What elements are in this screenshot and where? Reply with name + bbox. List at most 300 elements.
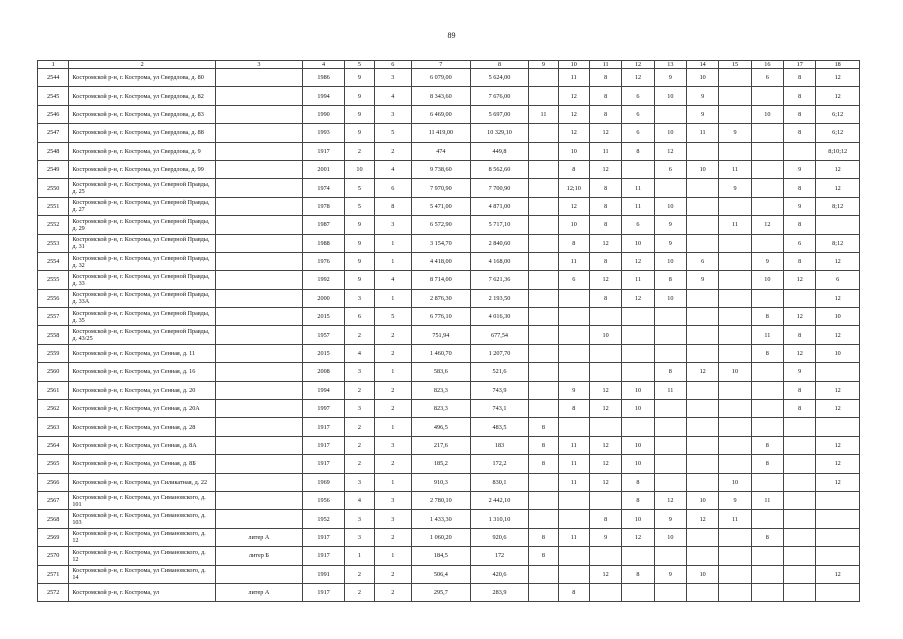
table-cell: Костромской р-н, г. Кострома, ул Сенная, д. 20 [69, 381, 216, 399]
table-cell [215, 473, 302, 491]
table-cell [529, 142, 558, 160]
table-cell: 12 [654, 142, 686, 160]
table-cell [654, 326, 686, 344]
table-cell [215, 271, 302, 289]
table-cell: 12 [686, 510, 718, 528]
table-cell: 4 418,00 [412, 252, 471, 270]
table-cell: 496,5 [412, 418, 471, 436]
table-cell: 10 [654, 87, 686, 105]
table-cell: 8 [784, 381, 816, 399]
table-cell [654, 179, 686, 197]
table-cell: 8 [622, 565, 654, 583]
table-cell: 2555 [38, 271, 69, 289]
table-cell [529, 565, 558, 583]
table-cell [686, 142, 718, 160]
table-cell: 2 780,10 [412, 491, 471, 509]
table-cell: 1978 [302, 197, 344, 215]
table-cell [529, 363, 558, 381]
table-row [38, 418, 860, 436]
table-cell: 2544 [38, 69, 69, 87]
column-header: 16 [751, 61, 783, 69]
table-cell: 8 [589, 289, 621, 307]
table-cell [719, 105, 751, 123]
table-cell: литер А [215, 528, 302, 546]
table-cell: 3 [374, 69, 411, 87]
table-cell: 1 [374, 363, 411, 381]
table-cell: 12 [622, 289, 654, 307]
table-cell [816, 510, 860, 528]
table-cell [558, 363, 589, 381]
table-row [38, 510, 860, 528]
table-cell: 10 [719, 363, 751, 381]
table-cell: 743,9 [470, 381, 529, 399]
column-header: 3 [215, 61, 302, 69]
table-cell: 8 [784, 105, 816, 123]
table-cell [529, 326, 558, 344]
table-cell [654, 418, 686, 436]
table-row [38, 400, 860, 418]
table-cell: 1994 [302, 381, 344, 399]
table-cell: 12 [589, 565, 621, 583]
table-cell [589, 547, 621, 565]
table-cell: 2570 [38, 547, 69, 565]
table-cell: 12 [558, 105, 589, 123]
table-cell: 1994 [302, 87, 344, 105]
table-cell: 2 442,10 [470, 491, 529, 509]
table-cell [215, 491, 302, 509]
table-cell [215, 363, 302, 381]
table-cell: 9 [719, 179, 751, 197]
table-cell [622, 344, 654, 362]
table-cell: 9 [345, 271, 374, 289]
table-cell: 2 [345, 381, 374, 399]
table-cell [686, 197, 718, 215]
table-cell: 2549 [38, 160, 69, 178]
table-cell: 11 [558, 528, 589, 546]
table-cell: 8 [751, 436, 783, 454]
table-cell: Костромской р-н, г. Кострома, ул Сенная, д. 8А [69, 436, 216, 454]
table-cell: 8 [589, 87, 621, 105]
table-cell: 2015 [302, 308, 344, 326]
table-cell: 506,4 [412, 565, 471, 583]
table-cell: 1917 [302, 142, 344, 160]
table-cell: 1917 [302, 418, 344, 436]
table-cell: 6 [784, 234, 816, 252]
table-cell: 6 [816, 271, 860, 289]
table-cell: Костромской р-н, г. Кострома, ул Свердлова, д. 80 [69, 69, 216, 87]
table-cell: 4 [374, 160, 411, 178]
table-cell: 10 [654, 252, 686, 270]
table-cell: 6 [558, 271, 589, 289]
table-cell: 2 [374, 142, 411, 160]
table-cell: 12 [816, 289, 860, 307]
column-header: 10 [558, 61, 589, 69]
table-row [38, 124, 860, 142]
table-cell [529, 271, 558, 289]
table-cell: 8 [529, 528, 558, 546]
table-cell: Костромской р-н, г. Кострома, ул Северной Правды, д. 33 [69, 271, 216, 289]
table-cell: 11 [751, 491, 783, 509]
table-cell: 9 [345, 216, 374, 234]
table-cell: 2 [345, 565, 374, 583]
table-cell [654, 547, 686, 565]
table-cell [719, 547, 751, 565]
table-row [38, 271, 860, 289]
table-cell: Костромской р-н, г. Кострома, ул Свердлова, д. 99 [69, 160, 216, 178]
column-header: 7 [412, 61, 471, 69]
table-cell: 9 [345, 234, 374, 252]
table-cell [654, 308, 686, 326]
table-cell [816, 491, 860, 509]
table-cell [751, 583, 783, 601]
buildings-table [37, 60, 860, 602]
table-cell: 12 [816, 400, 860, 418]
table-cell [751, 87, 783, 105]
table-cell: 11 419,00 [412, 124, 471, 142]
table-cell: 12 [622, 252, 654, 270]
table-cell: 12 [784, 344, 816, 362]
table-cell: 10 [622, 400, 654, 418]
table-cell [215, 197, 302, 215]
table-cell [215, 216, 302, 234]
table-cell: 1987 [302, 216, 344, 234]
table-cell [686, 326, 718, 344]
table-cell: 9 [654, 216, 686, 234]
table-cell: 4 168,00 [470, 252, 529, 270]
table-cell [816, 583, 860, 601]
table-cell [686, 308, 718, 326]
table-cell [654, 344, 686, 362]
table-cell: 9 [345, 69, 374, 87]
table-cell: 8 562,60 [470, 160, 529, 178]
table-cell: 8 343,60 [412, 87, 471, 105]
table-cell: 172,2 [470, 455, 529, 473]
table-cell: 3 [374, 510, 411, 528]
table-cell: Костромской р-н, г. Кострома, ул Свердлова, д. 83 [69, 105, 216, 123]
table-cell: 1969 [302, 473, 344, 491]
table-cell: 10 [622, 436, 654, 454]
table-cell: 9 [345, 87, 374, 105]
table-cell [751, 565, 783, 583]
column-header: 6 [374, 61, 411, 69]
table-cell [622, 308, 654, 326]
table-cell [686, 473, 718, 491]
table-cell [686, 400, 718, 418]
table-row [38, 491, 860, 509]
table-cell [215, 160, 302, 178]
table-cell [215, 252, 302, 270]
table-cell: 10 [622, 381, 654, 399]
table-cell: 12 [784, 308, 816, 326]
table-cell: 6 776,10 [412, 308, 471, 326]
table-cell [529, 344, 558, 362]
table-cell: 10 [816, 344, 860, 362]
table-cell: 6 [654, 160, 686, 178]
table-cell: 6 [622, 105, 654, 123]
table-cell: 8;12 [816, 234, 860, 252]
table-cell [719, 344, 751, 362]
table-cell: 9 [654, 510, 686, 528]
table-cell: 2 876,30 [412, 289, 471, 307]
table-cell: 8 714,00 [412, 271, 471, 289]
table-cell: 2000 [302, 289, 344, 307]
table-cell: 10 [654, 124, 686, 142]
table-row [38, 216, 860, 234]
table-cell: 474 [412, 142, 471, 160]
table-cell: Костромской р-н, г. Кострома, ул Сенная, д. 16 [69, 363, 216, 381]
table-cell [719, 436, 751, 454]
table-row [38, 105, 860, 123]
table-cell: 12 [816, 436, 860, 454]
table-cell: 449,8 [470, 142, 529, 160]
table-cell: 12;10 [558, 179, 589, 197]
table-cell: 8 [784, 216, 816, 234]
table-cell [751, 124, 783, 142]
table-cell: 4 [345, 491, 374, 509]
table-cell: 1992 [302, 271, 344, 289]
table-cell [719, 234, 751, 252]
table-cell: 12 [589, 160, 621, 178]
table-row [38, 197, 860, 215]
table-cell [215, 124, 302, 142]
table-cell: 11 [751, 326, 783, 344]
table-cell [622, 418, 654, 436]
table-cell: 2 [345, 418, 374, 436]
table-cell: 2565 [38, 455, 69, 473]
table-cell: 3 [345, 289, 374, 307]
table-cell: 1993 [302, 124, 344, 142]
table-cell: 8 [529, 547, 558, 565]
table-cell [215, 510, 302, 528]
table-cell: 2008 [302, 363, 344, 381]
table-cell: 1986 [302, 69, 344, 87]
table-cell [686, 583, 718, 601]
table-cell: 5 697,00 [470, 105, 529, 123]
table-cell: 12 [558, 197, 589, 215]
table-cell: 11 [529, 105, 558, 123]
table-cell: 2551 [38, 197, 69, 215]
column-header: 1 [38, 61, 69, 69]
table-cell: 1917 [302, 528, 344, 546]
table-cell [816, 216, 860, 234]
table-cell [751, 547, 783, 565]
table-cell: 2569 [38, 528, 69, 546]
table-cell [719, 271, 751, 289]
table-cell [215, 87, 302, 105]
table-cell [784, 528, 816, 546]
table-cell [529, 400, 558, 418]
table-cell: 9 [719, 124, 751, 142]
table-cell: 5 [374, 308, 411, 326]
table-cell: литер А [215, 583, 302, 601]
table-cell [529, 381, 558, 399]
table-cell: 12 [816, 160, 860, 178]
table-row [38, 473, 860, 491]
table-cell [529, 179, 558, 197]
table-cell [719, 142, 751, 160]
table-cell: 12 [622, 528, 654, 546]
table-cell: 8 [589, 179, 621, 197]
table-cell: 11 [589, 142, 621, 160]
table-cell: 3 [345, 400, 374, 418]
table-cell: 1976 [302, 252, 344, 270]
table-cell: 12 [589, 455, 621, 473]
table-cell: 2546 [38, 105, 69, 123]
table-cell [529, 583, 558, 601]
table-cell: 1 310,10 [470, 510, 529, 528]
column-header: 11 [589, 61, 621, 69]
table-cell [654, 455, 686, 473]
table-cell [719, 326, 751, 344]
table-cell [686, 344, 718, 362]
table-cell [558, 418, 589, 436]
table-cell: 184,5 [412, 547, 471, 565]
table-cell: Костромской р-н, г. Кострома, ул Северной Правды, д. 31 [69, 234, 216, 252]
table-cell [215, 326, 302, 344]
table-cell [215, 289, 302, 307]
table-cell: 751,94 [412, 326, 471, 344]
table-cell [751, 234, 783, 252]
table-cell [751, 179, 783, 197]
table-cell: 9 [654, 234, 686, 252]
table-cell: 823,3 [412, 400, 471, 418]
table-cell [529, 69, 558, 87]
column-header: 9 [529, 61, 558, 69]
table-cell: 12 [816, 179, 860, 197]
table-cell: 2554 [38, 252, 69, 270]
table-cell: 295,7 [412, 583, 471, 601]
table-cell: 9 [589, 528, 621, 546]
table-cell: 8 [589, 216, 621, 234]
table-cell: 8 [589, 197, 621, 215]
table-cell: 2 [374, 381, 411, 399]
table-row [38, 234, 860, 252]
table-cell [529, 197, 558, 215]
table-cell: 11 [686, 124, 718, 142]
table-row [38, 289, 860, 307]
table-cell: 6 [345, 308, 374, 326]
table-cell [751, 197, 783, 215]
table-cell: 9 [784, 160, 816, 178]
table-cell: 8 [654, 271, 686, 289]
table-cell [215, 400, 302, 418]
table-cell: 3 [374, 216, 411, 234]
table-cell [558, 565, 589, 583]
table-cell: 3 [374, 436, 411, 454]
table-cell: 2 [345, 436, 374, 454]
table-cell: 2 [374, 583, 411, 601]
table-cell: 12 [589, 124, 621, 142]
table-cell [719, 583, 751, 601]
table-cell: 8 [751, 308, 783, 326]
table-cell: 8 [589, 105, 621, 123]
table-cell: 6 [751, 69, 783, 87]
table-row [38, 565, 860, 583]
table-cell [751, 400, 783, 418]
table-cell [589, 363, 621, 381]
table-cell [529, 289, 558, 307]
table-cell: 2547 [38, 124, 69, 142]
table-cell: 7 621,36 [470, 271, 529, 289]
table-cell [686, 289, 718, 307]
table-cell: 8 [558, 234, 589, 252]
table-cell: 11 [558, 252, 589, 270]
column-header: 2 [69, 61, 216, 69]
table-cell: 10 [622, 510, 654, 528]
table-cell: 9 [654, 69, 686, 87]
table-cell: 8 [622, 142, 654, 160]
table-cell [215, 142, 302, 160]
table-cell [215, 455, 302, 473]
table-cell: Костромской р-н, г. Кострома, ул Северной Правды, д. 33А [69, 289, 216, 307]
table-cell [215, 308, 302, 326]
table-row [38, 344, 860, 362]
table-cell [719, 455, 751, 473]
table-cell: 2 [374, 565, 411, 583]
table-cell [558, 289, 589, 307]
table-cell: 9 [558, 381, 589, 399]
table-cell: 1 [374, 234, 411, 252]
table-cell: 8 [784, 252, 816, 270]
table-cell: Костромской р-н, г. Кострома, ул Северной Правды, д. 35 [69, 308, 216, 326]
table-cell: 3 [345, 510, 374, 528]
table-cell: 2548 [38, 142, 69, 160]
table-cell: Костромской р-н, г. Кострома, ул Свердлова, д. 88 [69, 124, 216, 142]
table-cell: 1952 [302, 510, 344, 528]
table-row [38, 547, 860, 565]
table-cell: 2 [374, 326, 411, 344]
table-row [38, 381, 860, 399]
table-cell: 1957 [302, 326, 344, 344]
table-cell: 2561 [38, 381, 69, 399]
table-cell [215, 418, 302, 436]
table-cell [784, 142, 816, 160]
table-cell: Костромской р-н, г. Кострома, ул Сенная, д. 8Б [69, 455, 216, 473]
table-cell: 1917 [302, 547, 344, 565]
table-cell: 6 079,00 [412, 69, 471, 87]
table-cell: 1 060,20 [412, 528, 471, 546]
table-cell [751, 510, 783, 528]
table-cell [784, 436, 816, 454]
table-cell: Костромской р-н, г. Кострома, ул [69, 583, 216, 601]
table-cell: 1997 [302, 400, 344, 418]
table-cell [529, 216, 558, 234]
table-cell [215, 344, 302, 362]
column-header: 14 [686, 61, 718, 69]
table-cell: 12 [784, 271, 816, 289]
table-cell [816, 418, 860, 436]
table-cell [719, 565, 751, 583]
table-cell: 6 [622, 216, 654, 234]
table-cell: 12 [816, 252, 860, 270]
table-row [38, 583, 860, 601]
table-cell [529, 473, 558, 491]
table-cell: 2 [374, 455, 411, 473]
table-cell: 8 [751, 528, 783, 546]
table-cell: 10 [345, 160, 374, 178]
table-cell: 4 [374, 87, 411, 105]
table-cell: 10 [816, 308, 860, 326]
table-cell: 8 [784, 326, 816, 344]
table-row [38, 436, 860, 454]
table-cell: 1917 [302, 583, 344, 601]
page-number: 89 [447, 31, 456, 40]
table-cell: 8 [751, 344, 783, 362]
table-cell: 2 [374, 528, 411, 546]
table-cell: 2567 [38, 491, 69, 509]
table-cell [784, 473, 816, 491]
table-cell [558, 326, 589, 344]
